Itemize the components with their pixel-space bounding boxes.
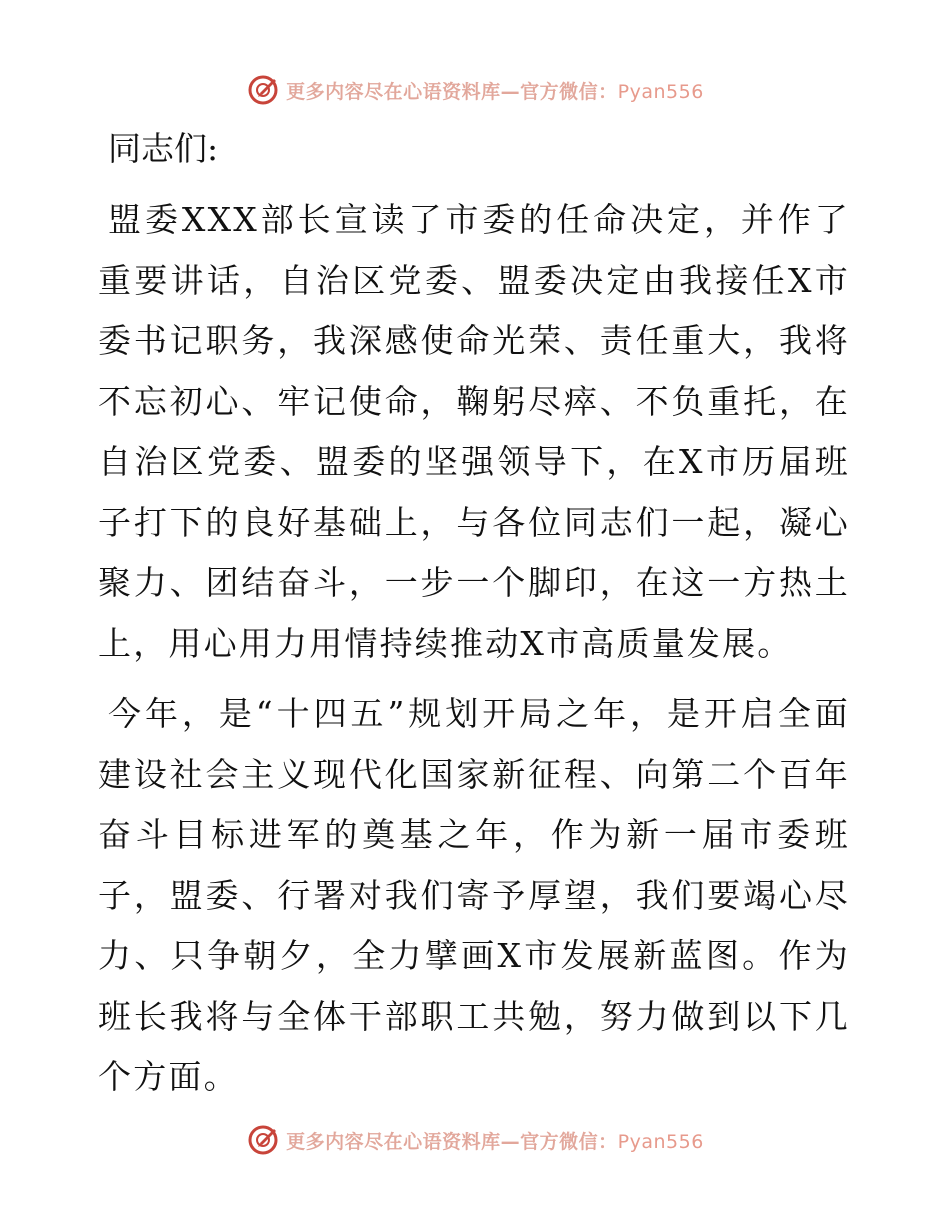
watermark-text: 更多内容尽在心语资料库—官方微信：Pyan556 [286,80,704,103]
header-watermark [0,70,950,110]
pen-nib-logo-icon [246,1123,280,1157]
document-body [98,124,850,1118]
paragraph-1: 盟委XXX部长宣读了市委的任命决定，并作了重要讲话，自治区党委、盟委决定由我接任X市委书记职务，我深感使命光荣、责任重大，我将不忘初心、牢记使命，鞠躬尽瘁、不负重托，在自治区党委、盟委的坚强领导下，在X市历届班子打下的良好基础上，与各位同志们一起，凝心聚力、团结奋斗，一步一个脚印，在这一方热土上，用心用力用情持续推动X市高质量发展。 [98,200,850,663]
watermark-text: 更多内容尽在心语资料库—官方微信：Pyan556 [286,1130,704,1153]
pen-nib-logo-icon [246,73,280,107]
wechat-id: Pyan556 [617,1130,704,1153]
salutation: 同志们: [108,129,219,168]
paragraph-2: 今年，是“十四五”规划开局之年，是开启全面建设社会主义现代化国家新征程、向第二个百年奋斗目标进军的奠基之年，作为新一届市委班子，盟委、行署对我们寄予厚望，我们要竭心尽力、只争朝夕，全力擘画X市发展新蓝图。作为班长我将与全体干部职工共勉，努力做到以下几个方面。 [98,694,850,1096]
wechat-id: Pyan556 [617,80,704,103]
footer-watermark [0,1120,950,1160]
